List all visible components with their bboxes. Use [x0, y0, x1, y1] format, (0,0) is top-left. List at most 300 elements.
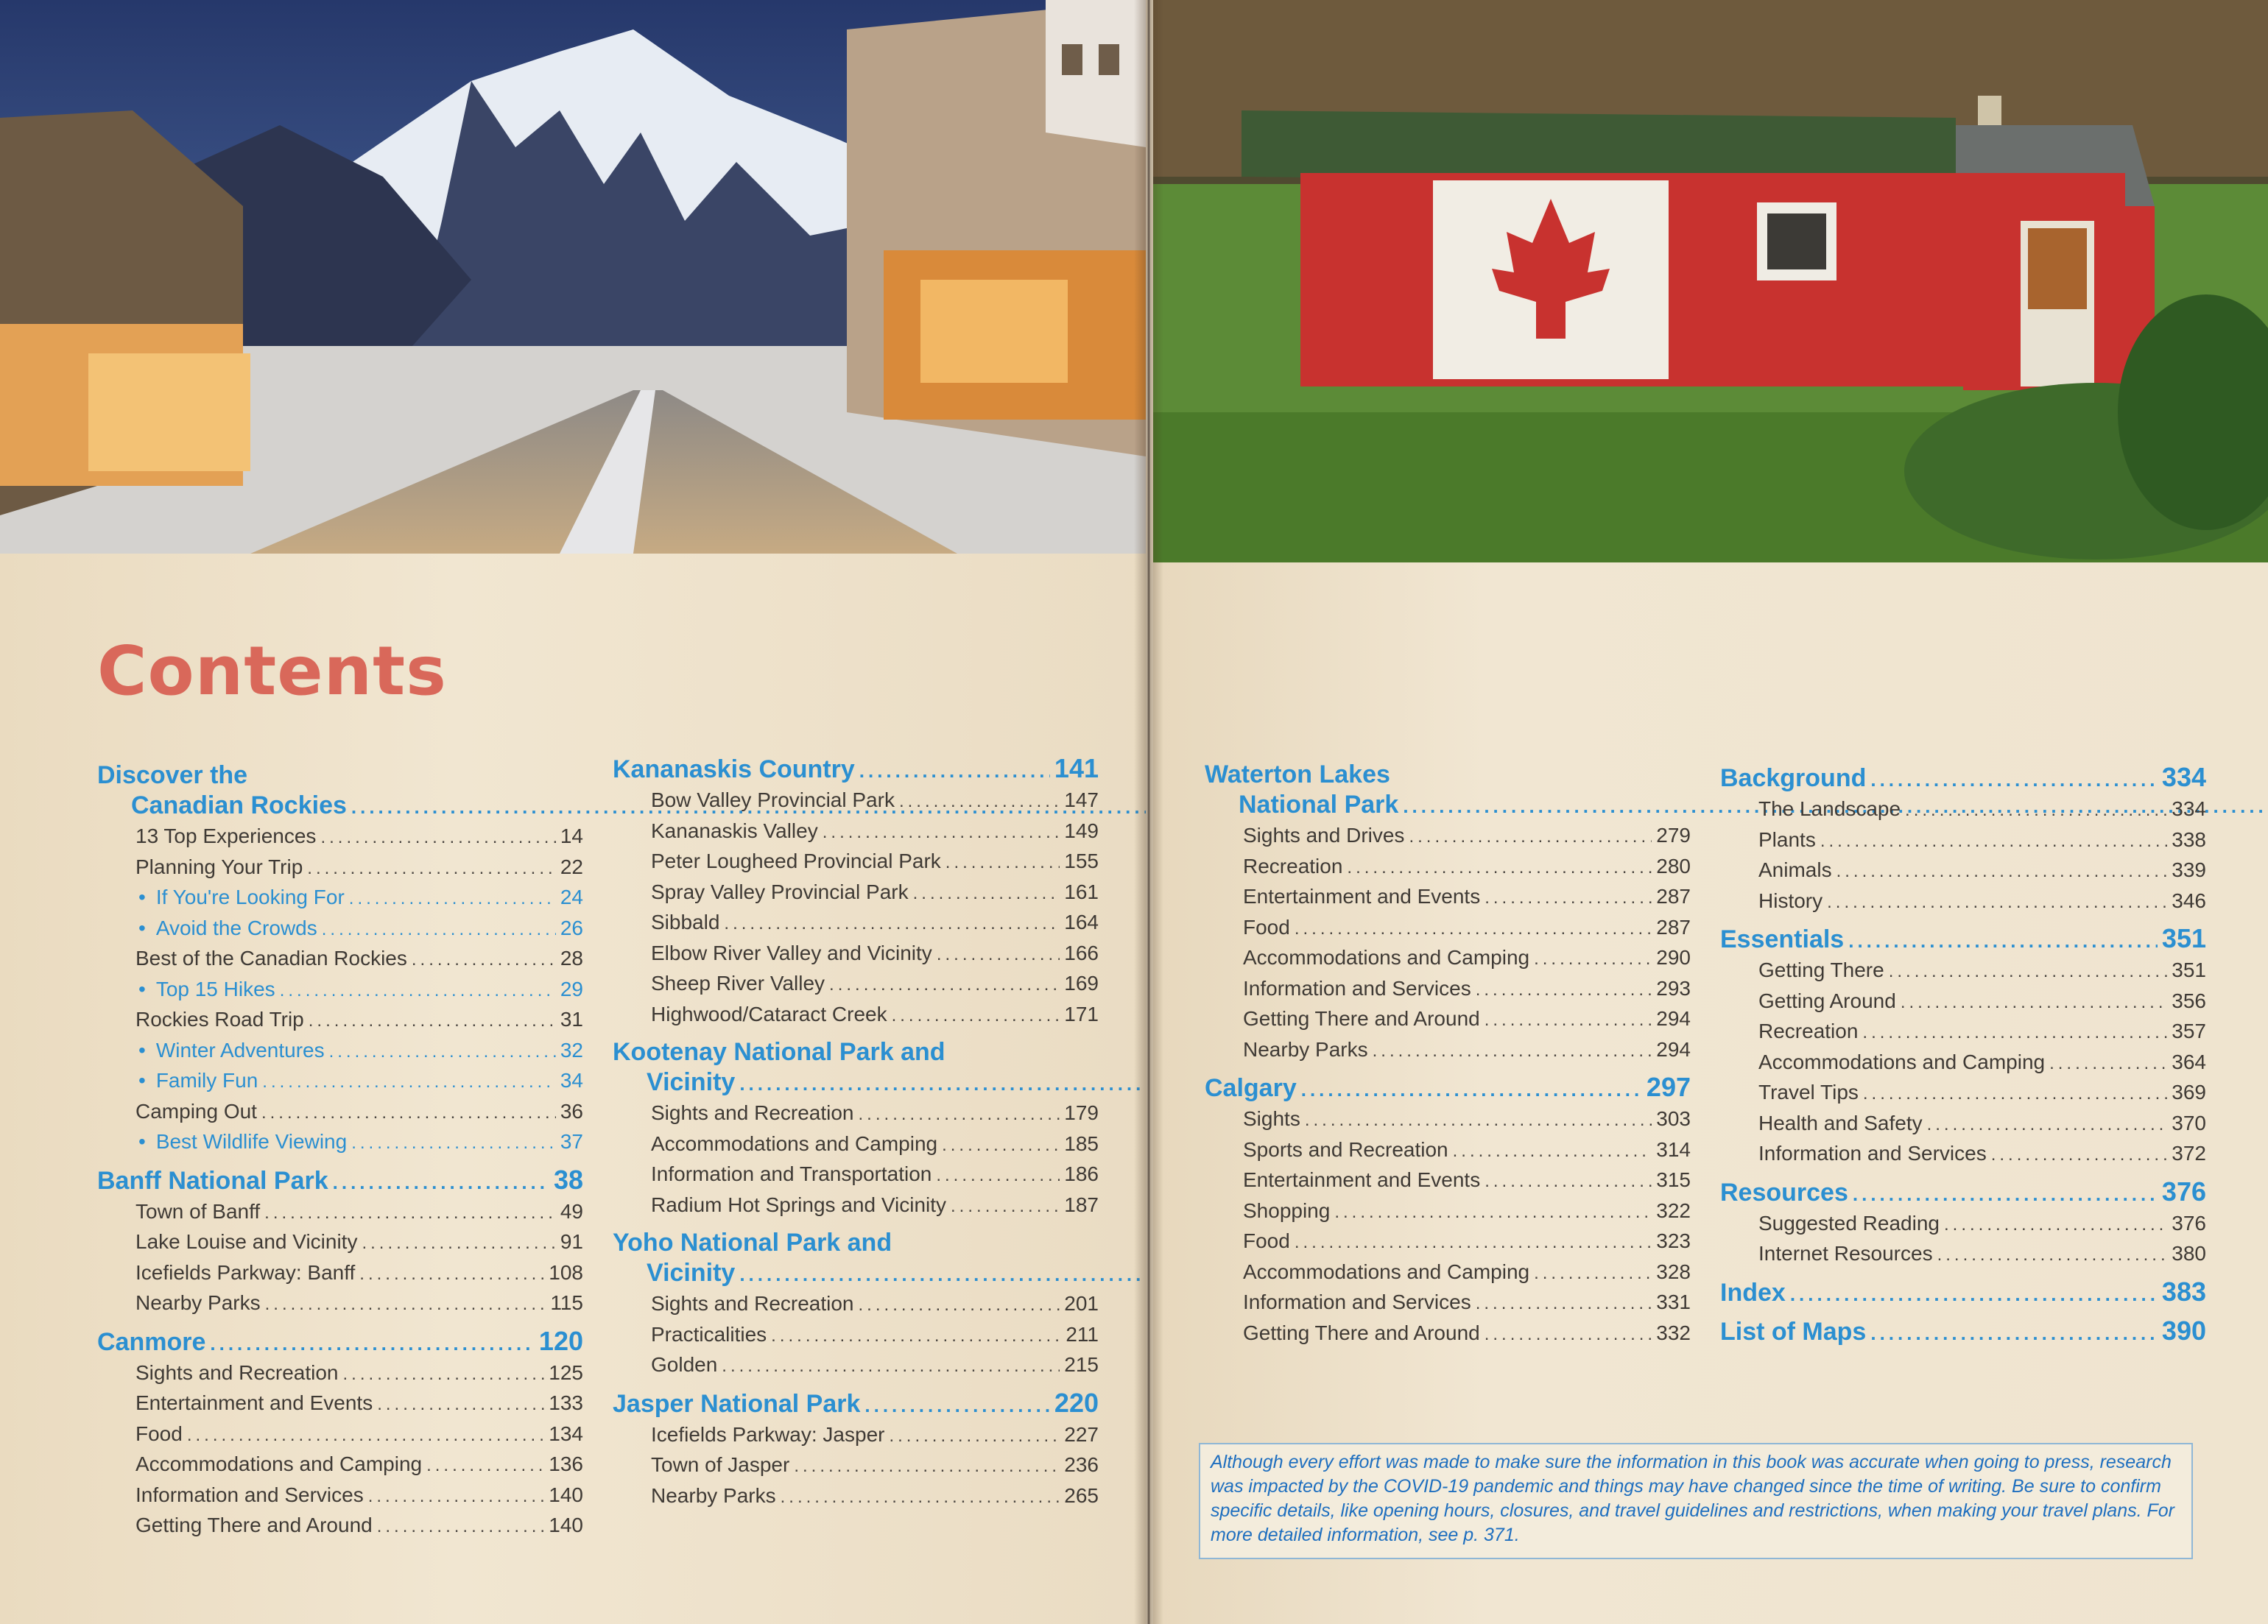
- dot-leader: [261, 1098, 556, 1128]
- toc-entry-page: 236: [1064, 1453, 1099, 1476]
- dot-leader: [1295, 1228, 1652, 1257]
- toc-entry-label: Information and Services: [135, 1483, 364, 1506]
- toc-entry[interactable]: [97, 1511, 583, 1542]
- toc-section-title-line2: Vicinity: [647, 1068, 736, 1096]
- toc-section[interactable]: [1720, 1177, 2206, 1209]
- toc-entry-page: 211: [1066, 1322, 1099, 1346]
- toc-entry-label: Lake Louise and Vicinity: [135, 1230, 358, 1253]
- toc-entry-page: 332: [1656, 1321, 1691, 1344]
- dot-leader: [412, 945, 556, 975]
- toc-entry-page: 287: [1656, 885, 1691, 908]
- section-spacer: [1205, 1065, 1691, 1073]
- toc-entry-label: Sibbald: [651, 911, 720, 933]
- toc-section-title-line2: Vicinity: [647, 1259, 736, 1287]
- dot-leader: [1870, 765, 2158, 794]
- toc-section[interactable]: [613, 1228, 1099, 1289]
- toc-entry-label: Practicalities: [651, 1322, 767, 1346]
- toc-entry-label: Information and Services: [1758, 1142, 1987, 1165]
- toc-entry-page: 115: [550, 1291, 583, 1314]
- toc-entry-page: 37: [560, 1130, 583, 1153]
- toc-entry[interactable]: [1205, 852, 1691, 883]
- toc-entry[interactable]: [97, 1005, 583, 1036]
- dot-leader: [1485, 883, 1652, 913]
- dot-leader: [1827, 888, 2167, 917]
- dot-leader: [892, 1001, 1060, 1031]
- toc-entry-page: 140: [549, 1483, 583, 1506]
- toc-section[interactable]: [613, 1388, 1099, 1420]
- toc-entry[interactable]: [613, 908, 1099, 939]
- toc-entry-label: Sights and Recreation: [651, 1292, 854, 1315]
- toc-entry-label: Food: [1243, 915, 1290, 939]
- toc-entry[interactable]: [1205, 1035, 1691, 1066]
- dot-leader: [426, 1451, 544, 1480]
- toc-section-title: Kootenay National Park and: [613, 1038, 945, 1066]
- toc-entry[interactable]: [97, 1480, 583, 1511]
- toc-entry-page: 186: [1064, 1162, 1099, 1185]
- toc-entry-label: Top 15 Hikes: [155, 977, 275, 1000]
- toc-entry-page: 169: [1064, 972, 1099, 995]
- toc-entry[interactable]: [613, 1481, 1099, 1512]
- toc-entry[interactable]: [97, 1197, 583, 1228]
- dot-leader: [781, 1483, 1060, 1512]
- toc-entry[interactable]: [97, 1450, 583, 1480]
- dot-leader: [859, 1100, 1060, 1129]
- toc-entry[interactable]: [97, 1358, 583, 1389]
- toc-entry-label: Animals: [1758, 858, 1832, 881]
- banff-street-photo: [0, 0, 1146, 554]
- toc-entry[interactable]: [1205, 1104, 1691, 1135]
- dot-leader: [1790, 1279, 2158, 1309]
- toc-entry-page: 279: [1656, 824, 1691, 847]
- toc-section-page: 141: [1054, 753, 1099, 783]
- toc-entry-page: 166: [1064, 941, 1099, 964]
- toc-entry-page: 164: [1064, 911, 1099, 933]
- toc-entry-page: 322: [1656, 1198, 1691, 1222]
- toc-section[interactable]: [613, 1037, 1099, 1098]
- toc-entry-page: 280: [1656, 854, 1691, 878]
- toc-entry[interactable]: [1205, 1196, 1691, 1227]
- toc-entry-page: 108: [549, 1260, 583, 1284]
- toc-entry[interactable]: [97, 914, 583, 945]
- dot-leader: [937, 940, 1060, 970]
- toc-entry[interactable]: [613, 969, 1099, 1000]
- toc-column-4: [1720, 763, 2206, 1355]
- dot-leader: [1848, 926, 2158, 956]
- toc-section-page: 38: [553, 1164, 583, 1195]
- toc-section-title: Yoho National Park and: [613, 1229, 892, 1257]
- toc-entry-label: Icefields Parkway: Jasper: [651, 1422, 885, 1446]
- toc-entry-label: Sights and Recreation: [651, 1101, 854, 1124]
- toc-entry[interactable]: [97, 1127, 583, 1158]
- section-spacer: [1720, 1270, 2206, 1277]
- section-spacer: [1720, 1170, 2206, 1177]
- toc-entry[interactable]: [1720, 1209, 2206, 1240]
- dot-leader: [351, 1129, 556, 1158]
- toc-entry-page: 171: [1064, 1002, 1099, 1025]
- toc-section-page: 297: [1646, 1072, 1691, 1102]
- toc-entry[interactable]: [613, 1098, 1099, 1129]
- toc-section-page: 351: [2161, 923, 2206, 953]
- bullet-icon: •: [138, 1069, 146, 1092]
- toc-entry[interactable]: [1205, 1257, 1691, 1288]
- dot-leader: [265, 1290, 546, 1319]
- toc-entry-page: 136: [549, 1452, 583, 1475]
- toc-entry-label: Town of Jasper: [651, 1453, 790, 1476]
- toc-entry[interactable]: [1720, 1078, 2206, 1109]
- toc-entry[interactable]: [97, 1288, 583, 1319]
- toc-column-1: [97, 760, 583, 1549]
- toc-section[interactable]: [97, 760, 583, 822]
- dot-leader: [1485, 1006, 1652, 1035]
- dot-leader: [1863, 1079, 2167, 1109]
- toc-entry-page: 334: [2172, 797, 2206, 820]
- toc-entry-label: Bow Valley Provincial Park: [651, 788, 895, 811]
- dot-leader: [936, 1161, 1060, 1190]
- toc-entry-label: Information and Services: [1243, 1291, 1471, 1313]
- toc-entry-page: 201: [1064, 1292, 1099, 1315]
- toc-section-title: Background: [1720, 764, 1867, 792]
- dot-leader: [1944, 1210, 2167, 1240]
- section-spacer: [97, 1158, 583, 1165]
- toc-section-title: Calgary: [1205, 1074, 1297, 1102]
- dot-leader: [942, 1131, 1060, 1160]
- toc-entry-page: 91: [560, 1230, 583, 1253]
- dot-leader: [262, 1067, 556, 1097]
- toc-section-title: Resources: [1720, 1178, 1848, 1207]
- dot-leader: [771, 1321, 1061, 1351]
- toc-entry-label: Recreation: [1758, 1020, 1859, 1042]
- toc-entry-page: 339: [2172, 858, 2206, 881]
- dot-leader: [1347, 853, 1652, 883]
- toc-entry[interactable]: [1205, 1318, 1691, 1349]
- dot-leader: [1534, 1259, 1652, 1288]
- dot-leader: [1853, 1179, 2158, 1209]
- toc-section-page: 383: [2161, 1276, 2206, 1307]
- covid-notice-text: Although every effort was made to make sure the information in this book was accurate when going to press, research was impacted by the COVID-19 pandemic and things may have changed since the time of writing. Be sure to confirm specific details, like opening hours, closures, and travel guidelines and restrictions, when making your travel plans. For more detailed information, see p. 371.: [1211, 1452, 2174, 1545]
- toc-entry-label: Highwood/Cataract Creek: [651, 1002, 887, 1025]
- toc-entry[interactable]: [613, 1000, 1099, 1031]
- toc-entry-page: 323: [1656, 1229, 1691, 1252]
- dot-leader: [889, 1422, 1060, 1451]
- toc-entry[interactable]: [1720, 956, 2206, 986]
- toc-entry-label: Best of the Canadian Rockies: [135, 947, 407, 970]
- toc-entry[interactable]: [97, 1258, 583, 1289]
- toc-entry[interactable]: [1205, 1165, 1691, 1196]
- toc-section-title: Essentials: [1720, 925, 1845, 953]
- toc-entry[interactable]: [1720, 1139, 2206, 1170]
- toc-entry-label: Food: [1243, 1229, 1290, 1252]
- toc-entry[interactable]: [1205, 943, 1691, 974]
- toc-entry-label: Kananaskis Valley: [651, 819, 818, 842]
- dot-leader: [794, 1452, 1060, 1481]
- toc-entry[interactable]: [613, 1320, 1099, 1351]
- dot-leader: [1453, 1137, 1652, 1166]
- toc-entry-label: Sights and Recreation: [135, 1360, 339, 1384]
- toc-entry-page: 32: [560, 1038, 583, 1062]
- toc-entry-label: Winter Adventures: [155, 1038, 325, 1062]
- toc-entry[interactable]: [97, 975, 583, 1006]
- bullet-icon: •: [138, 886, 146, 908]
- toc-entry-label: Elbow River Valley and Vicinity: [651, 941, 932, 964]
- section-spacer: [613, 1381, 1099, 1388]
- toc-entry[interactable]: [613, 1450, 1099, 1481]
- toc-entry[interactable]: [1720, 1017, 2206, 1048]
- toc-entry-page: 294: [1656, 1007, 1691, 1030]
- toc-section-title: List of Maps: [1720, 1317, 1867, 1346]
- toc-entry-page: 26: [560, 916, 583, 939]
- dot-leader: [362, 1229, 555, 1258]
- dot-leader: [1937, 1240, 2168, 1270]
- dot-leader: [724, 909, 1060, 939]
- toc-entry-label: Sports and Recreation: [1243, 1137, 1448, 1161]
- section-spacer: [97, 1542, 583, 1549]
- dot-leader: [359, 1260, 544, 1289]
- toc-entry-page: 24: [560, 886, 583, 908]
- dot-leader: [1476, 975, 1652, 1005]
- toc-section[interactable]: [1205, 1073, 1691, 1104]
- bullet-icon: •: [138, 916, 146, 939]
- dot-leader: [823, 818, 1060, 847]
- toc-entry[interactable]: [613, 1129, 1099, 1160]
- toc-entry-label: Shopping: [1243, 1198, 1331, 1222]
- dot-leader: [859, 756, 1050, 785]
- toc-entry[interactable]: [1720, 825, 2206, 856]
- toc-entry-page: 155: [1064, 850, 1099, 872]
- dot-leader: [859, 1291, 1060, 1320]
- toc-entry[interactable]: [613, 1159, 1099, 1190]
- toc-entry-label: Food: [135, 1422, 183, 1445]
- toc-entry-label: Health and Safety: [1758, 1111, 1923, 1134]
- toc-entry[interactable]: [1205, 882, 1691, 913]
- toc-entry-label: Entertainment and Events: [135, 1391, 373, 1414]
- toc-entry[interactable]: [1720, 886, 2206, 917]
- toc-entry-page: 28: [560, 947, 583, 970]
- toc-entry-page: 134: [549, 1422, 583, 1445]
- toc-section[interactable]: [1720, 763, 2206, 794]
- toc-entry[interactable]: [613, 1350, 1099, 1381]
- toc-entry-label: Suggested Reading: [1758, 1211, 1940, 1235]
- section-spacer: [1205, 1349, 1691, 1356]
- dot-leader: [722, 1352, 1060, 1381]
- toc-entry-page: 36: [560, 1099, 583, 1123]
- toc-entry-page: 133: [549, 1391, 583, 1414]
- dot-leader: [377, 1512, 545, 1542]
- toc-section-title: Kananaskis Country: [613, 755, 855, 783]
- toc-entry-label: Nearby Parks: [651, 1483, 776, 1507]
- toc-section-title: Canmore: [97, 1327, 206, 1356]
- toc-section-page: 390: [2161, 1315, 2206, 1346]
- toc-entry-label: Best Wildlife Viewing: [155, 1130, 348, 1153]
- section-spacer: [613, 1030, 1099, 1037]
- dot-leader: [1334, 1198, 1652, 1227]
- toc-entry-page: 49: [560, 1199, 583, 1223]
- toc-section-title: Discover the: [97, 761, 248, 789]
- toc-entry[interactable]: [1205, 1135, 1691, 1166]
- toc-section[interactable]: [1205, 760, 1691, 821]
- toc-entry-page: 14: [560, 825, 583, 847]
- toc-column-3: [1205, 760, 1691, 1356]
- dot-leader: [1301, 1075, 1642, 1104]
- toc-entry-label: Plants: [1758, 827, 1816, 851]
- toc-section-page: 376: [2161, 1176, 2206, 1207]
- toc-entry[interactable]: [613, 1289, 1099, 1320]
- toc-section-title: Jasper National Park: [613, 1389, 861, 1418]
- toc-entry-page: 29: [560, 977, 583, 1000]
- toc-section-title: Waterton Lakes: [1205, 760, 1390, 788]
- dot-leader: [2049, 1049, 2167, 1078]
- toc-entry-label: Camping Out: [135, 1099, 257, 1123]
- toc-entry[interactable]: [97, 852, 583, 883]
- toc-entry[interactable]: [1205, 913, 1691, 944]
- toc-entry-page: 346: [2172, 889, 2206, 912]
- toc-entry-page: 125: [549, 1360, 583, 1384]
- toc-entry[interactable]: [97, 822, 583, 852]
- dot-leader: [329, 1037, 556, 1067]
- dot-leader: [1927, 1110, 2168, 1140]
- dot-leader: [1305, 1106, 1652, 1135]
- toc-entry-page: 287: [1656, 915, 1691, 939]
- dot-leader: [1870, 1318, 2158, 1348]
- toc-entry-label: History: [1758, 889, 1823, 912]
- toc-entry-label: Entertainment and Events: [1243, 885, 1481, 908]
- toc-entry-page: 376: [2172, 1211, 2206, 1235]
- dot-leader: [1373, 1037, 1652, 1066]
- toc-section[interactable]: [97, 1327, 583, 1358]
- toc-entry[interactable]: [1720, 794, 2206, 825]
- toc-entry[interactable]: [1720, 1048, 2206, 1078]
- toc-entry-page: 338: [2172, 827, 2206, 851]
- page-title: Contents: [97, 632, 447, 710]
- toc-entry[interactable]: [1205, 1288, 1691, 1318]
- toc-entry-label: Sheep River Valley: [651, 972, 825, 995]
- toc-entry-label: Getting There: [1758, 958, 1884, 981]
- dot-leader: [1862, 1018, 2167, 1048]
- toc-entry-label: Rockies Road Trip: [135, 1008, 304, 1031]
- toc-entry-page: 315: [1656, 1168, 1691, 1191]
- toc-entry-page: 380: [2172, 1242, 2206, 1265]
- toc-entry-label: Getting There and Around: [1243, 1321, 1480, 1344]
- toc-entry[interactable]: [1720, 1109, 2206, 1140]
- toc-entry-label: Radium Hot Springs and Vicinity: [651, 1193, 947, 1216]
- toc-entry[interactable]: [97, 1097, 583, 1128]
- toc-entry-page: 303: [1656, 1107, 1691, 1130]
- toc-entry[interactable]: [97, 883, 583, 914]
- section-spacer: [1720, 917, 2206, 924]
- toc-entry-label: Golden: [651, 1353, 718, 1376]
- dot-leader: [210, 1329, 535, 1358]
- toc-section-title: Banff National Park: [97, 1166, 328, 1195]
- toc-entry-label: Getting There and Around: [1243, 1007, 1480, 1030]
- toc-section[interactable]: [1720, 924, 2206, 956]
- toc-entry-page: 331: [1656, 1291, 1691, 1313]
- toc-section-page: 334: [2161, 762, 2206, 792]
- toc-entry[interactable]: [613, 1420, 1099, 1451]
- toc-entry[interactable]: [613, 785, 1099, 816]
- dot-leader: [951, 1192, 1060, 1221]
- toc-entry[interactable]: [613, 939, 1099, 970]
- bullet-icon: •: [138, 977, 146, 1000]
- book-gutter: [1134, 0, 1163, 1624]
- toc-entry-label: Icefields Parkway: Banff: [135, 1260, 356, 1284]
- toc-entry[interactable]: [97, 1227, 583, 1258]
- toc-entry-page: 22: [560, 855, 583, 878]
- toc-entry-label: If You're Looking For: [155, 886, 345, 908]
- dot-leader: [1905, 796, 2167, 825]
- toc-entry[interactable]: [97, 944, 583, 975]
- toc-entry[interactable]: [613, 847, 1099, 878]
- toc-entry[interactable]: [1205, 1226, 1691, 1257]
- dot-leader: [1485, 1320, 1652, 1349]
- bullet-icon: •: [138, 1130, 146, 1153]
- toc-section[interactable]: [1720, 1316, 2206, 1348]
- toc-entry[interactable]: [1205, 1004, 1691, 1035]
- dot-leader: [1836, 857, 2168, 886]
- dot-leader: [899, 787, 1060, 816]
- section-spacer: [1720, 1348, 2206, 1355]
- dot-leader: [739, 1263, 1146, 1285]
- toc-entry[interactable]: [1720, 1239, 2206, 1270]
- toc-entry[interactable]: [1205, 974, 1691, 1005]
- toc-entry[interactable]: [1720, 986, 2206, 1017]
- dot-leader: [739, 1073, 1146, 1095]
- bullet-icon: •: [138, 1038, 146, 1062]
- covid-notice: [1199, 1443, 2193, 1559]
- section-spacer: [613, 1221, 1099, 1228]
- toc-entry[interactable]: [97, 1388, 583, 1419]
- dot-leader: [309, 1006, 556, 1036]
- dot-leader: [280, 976, 556, 1006]
- toc-entry-label: Peter Lougheed Provincial Park: [651, 850, 941, 872]
- toc-section[interactable]: [1720, 1277, 2206, 1309]
- toc-entry[interactable]: [1720, 855, 2206, 886]
- toc-section-page: 220: [1054, 1387, 1099, 1418]
- toc-section-page: 120: [538, 1325, 583, 1356]
- dot-leader: [187, 1421, 544, 1450]
- toc-entry[interactable]: [613, 1190, 1099, 1221]
- toc-entry[interactable]: [613, 878, 1099, 908]
- toc-entry-page: 290: [1656, 946, 1691, 969]
- dot-leader: [1901, 988, 2167, 1017]
- toc-section[interactable]: [97, 1165, 583, 1197]
- toc-entry-label: 13 Top Experiences: [135, 825, 317, 847]
- toc-section-title-line2: National Park: [1239, 791, 1399, 819]
- toc-entry[interactable]: [97, 1066, 583, 1097]
- toc-entry-label: Entertainment and Events: [1243, 1168, 1481, 1191]
- toc-entry-label: Internet Resources: [1758, 1242, 1933, 1265]
- toc-entry-page: 147: [1064, 788, 1099, 811]
- toc-entry-label: Information and Services: [1243, 976, 1471, 1000]
- toc-entry-label: Accommodations and Camping: [1243, 1260, 1530, 1283]
- toc-entry-page: 314: [1656, 1137, 1691, 1161]
- toc-entry[interactable]: [97, 1036, 583, 1067]
- dot-leader: [945, 848, 1060, 878]
- toc-entry-page: 187: [1064, 1193, 1099, 1216]
- toc-entry-label: Spray Valley Provincial Park: [651, 880, 909, 903]
- toc-entry[interactable]: [613, 816, 1099, 847]
- toc-entry-page: 215: [1064, 1353, 1099, 1376]
- toc-entry-label: Planning Your Trip: [135, 855, 303, 878]
- toc-section[interactable]: [613, 754, 1099, 785]
- dot-leader: [377, 1390, 544, 1419]
- dot-leader: [1991, 1140, 2168, 1170]
- toc-entry-page: 185: [1064, 1131, 1099, 1155]
- toc-entry[interactable]: [97, 1419, 583, 1450]
- toc-entry-page: 31: [560, 1008, 583, 1031]
- toc-entry-label: Nearby Parks: [135, 1291, 261, 1314]
- toc-entry-label: Recreation: [1243, 854, 1343, 878]
- toc-entry-page: 161: [1064, 880, 1099, 903]
- toc-entry[interactable]: [1205, 821, 1691, 852]
